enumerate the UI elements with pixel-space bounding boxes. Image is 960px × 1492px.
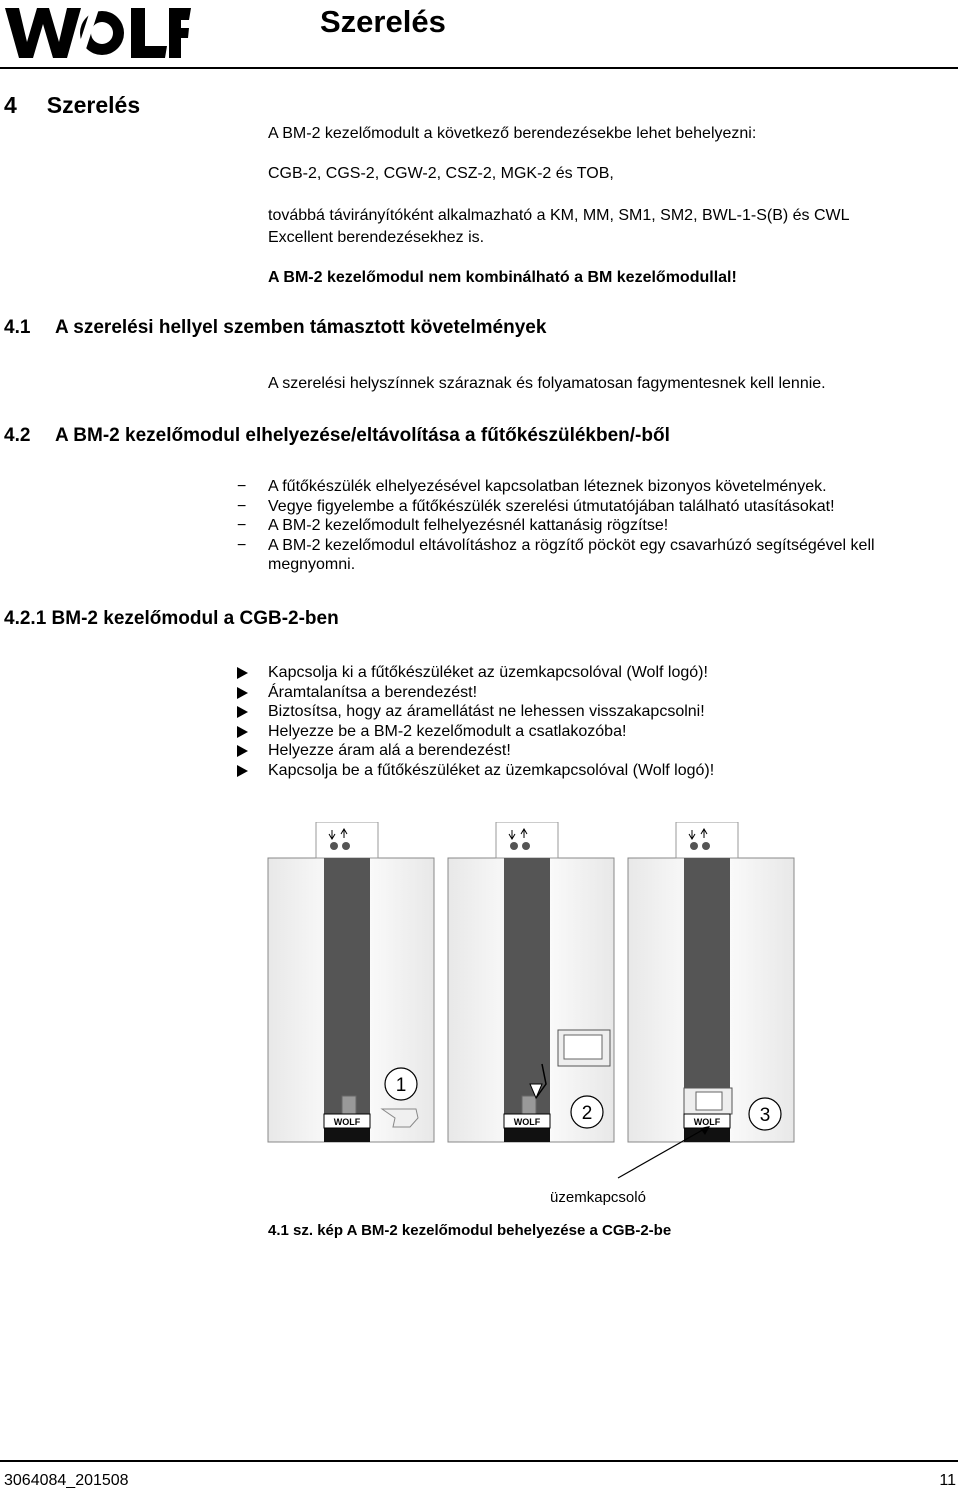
wolf-logo (5, 4, 191, 62)
step-1-number: 1 (395, 1075, 407, 1096)
footer-rule (0, 1460, 958, 1462)
list-item: Kapcsolja ki a fűtőkészüléket az üzemkapcsolóval (Wolf logó)! (237, 663, 953, 683)
boiler-unit-3 (628, 822, 794, 1142)
list-item: Kapcsolja be a fűtőkészüléket az üzemkapcsolóval (Wolf logó)! (237, 761, 953, 781)
list-item: − Vegye figyelembe a fűtőkészülék szerelési útmutatójában található utasításokat! (237, 497, 835, 515)
arrow-right-icon (237, 765, 248, 777)
subsection-number: 4.2.1 (4, 608, 47, 629)
svg-text:WOLF: WOLF (693, 1117, 721, 1127)
header-title: Szerelés (320, 4, 446, 39)
intro-paragraph-3b: Excellent berendezésekhez is. (268, 229, 485, 246)
subsection-number: 4.1 (4, 317, 31, 338)
page-number: 11 (939, 1472, 956, 1489)
boiler-unit-1 (268, 822, 434, 1142)
subsection-4-2-1-heading (4, 608, 339, 630)
subsection-4-2-heading (4, 425, 670, 447)
svg-text:WOLF: WOLF (333, 1117, 361, 1127)
svg-text:WOLF: WOLF (513, 1117, 541, 1127)
subsection-title: A szerelési hellyel szemben támasztott követelmények (55, 317, 547, 338)
section-heading (4, 92, 140, 119)
list-item: Helyezze be a BM-2 kezelőmodult a csatlakozóba! (237, 722, 953, 742)
intro-warning: A BM-2 kezelőmodul nem kombinálható a BM kezelőmodullal! (268, 269, 737, 286)
document-number: 3064084_201508 (4, 1472, 129, 1489)
subsection-title: A BM-2 kezelőmodul elhelyezése/eltávolítása a fűtőkészülékben/-ből (55, 425, 670, 446)
arrow-right-icon (237, 687, 248, 699)
intro-paragraph-2: CGB-2, CGS-2, CGW-2, CSZ-2, MGK-2 és TOB, (268, 165, 614, 182)
list-item: Helyezze áram alá a berendezést! (237, 741, 953, 761)
arrow-right-icon (237, 726, 248, 738)
arrow-right-icon (237, 667, 248, 679)
arrow-right-icon (237, 745, 248, 757)
steps-list (237, 663, 953, 780)
subsection-4-1-heading (4, 317, 546, 339)
list-item: Áramtalanítsa a berendezést! (237, 683, 953, 703)
requirements-list (237, 477, 953, 575)
list-item: − A BM-2 kezelőmodul eltávolításhoz a rögzítő pöcköt egy csavarhúzó segítségével kell megnyomni. (237, 536, 875, 573)
callout-label: üzemkapcsoló (550, 1189, 646, 1206)
subsection-4-1-text: A szerelési helyszínnek száraznak és folyamatosan fagymentesnek kell lennie. (268, 375, 826, 392)
installation-figure (260, 822, 800, 1212)
figure-caption: 4.1 sz. kép A BM-2 kezelőmodul behelyezése a CGB-2-be (268, 1222, 672, 1239)
section-number: 4 (4, 92, 17, 118)
section-title: Szerelés (46, 92, 141, 118)
list-item: − A fűtőkészülék elhelyezésével kapcsolatban léteznek bizonyos követelmények. (237, 478, 827, 495)
list-item: Biztosítsa, hogy az áramellátást ne lehessen visszakapcsolni! (237, 702, 953, 722)
arrow-right-icon (237, 706, 248, 718)
subsection-number: 4.2 (4, 425, 31, 446)
intro-paragraph-1: A BM-2 kezelőmodult a következő berendezésekbe lehet behelyezni: (268, 125, 757, 142)
subsection-title: BM-2 kezelőmodul a CGB-2-ben (51, 608, 339, 629)
intro-paragraph-3a: továbbá távirányítóként alkalmazható a KM, MM, SM1, SM2, BWL-1-S(B) és CWL (268, 207, 850, 224)
list-item: − A BM-2 kezelőmodult felhelyezésnél kattanásig rögzítse! (237, 517, 669, 534)
header-rule (0, 67, 958, 69)
step-3-number: 3 (759, 1105, 771, 1126)
boiler-unit-2 (448, 822, 614, 1142)
step-2-number: 2 (581, 1103, 593, 1124)
